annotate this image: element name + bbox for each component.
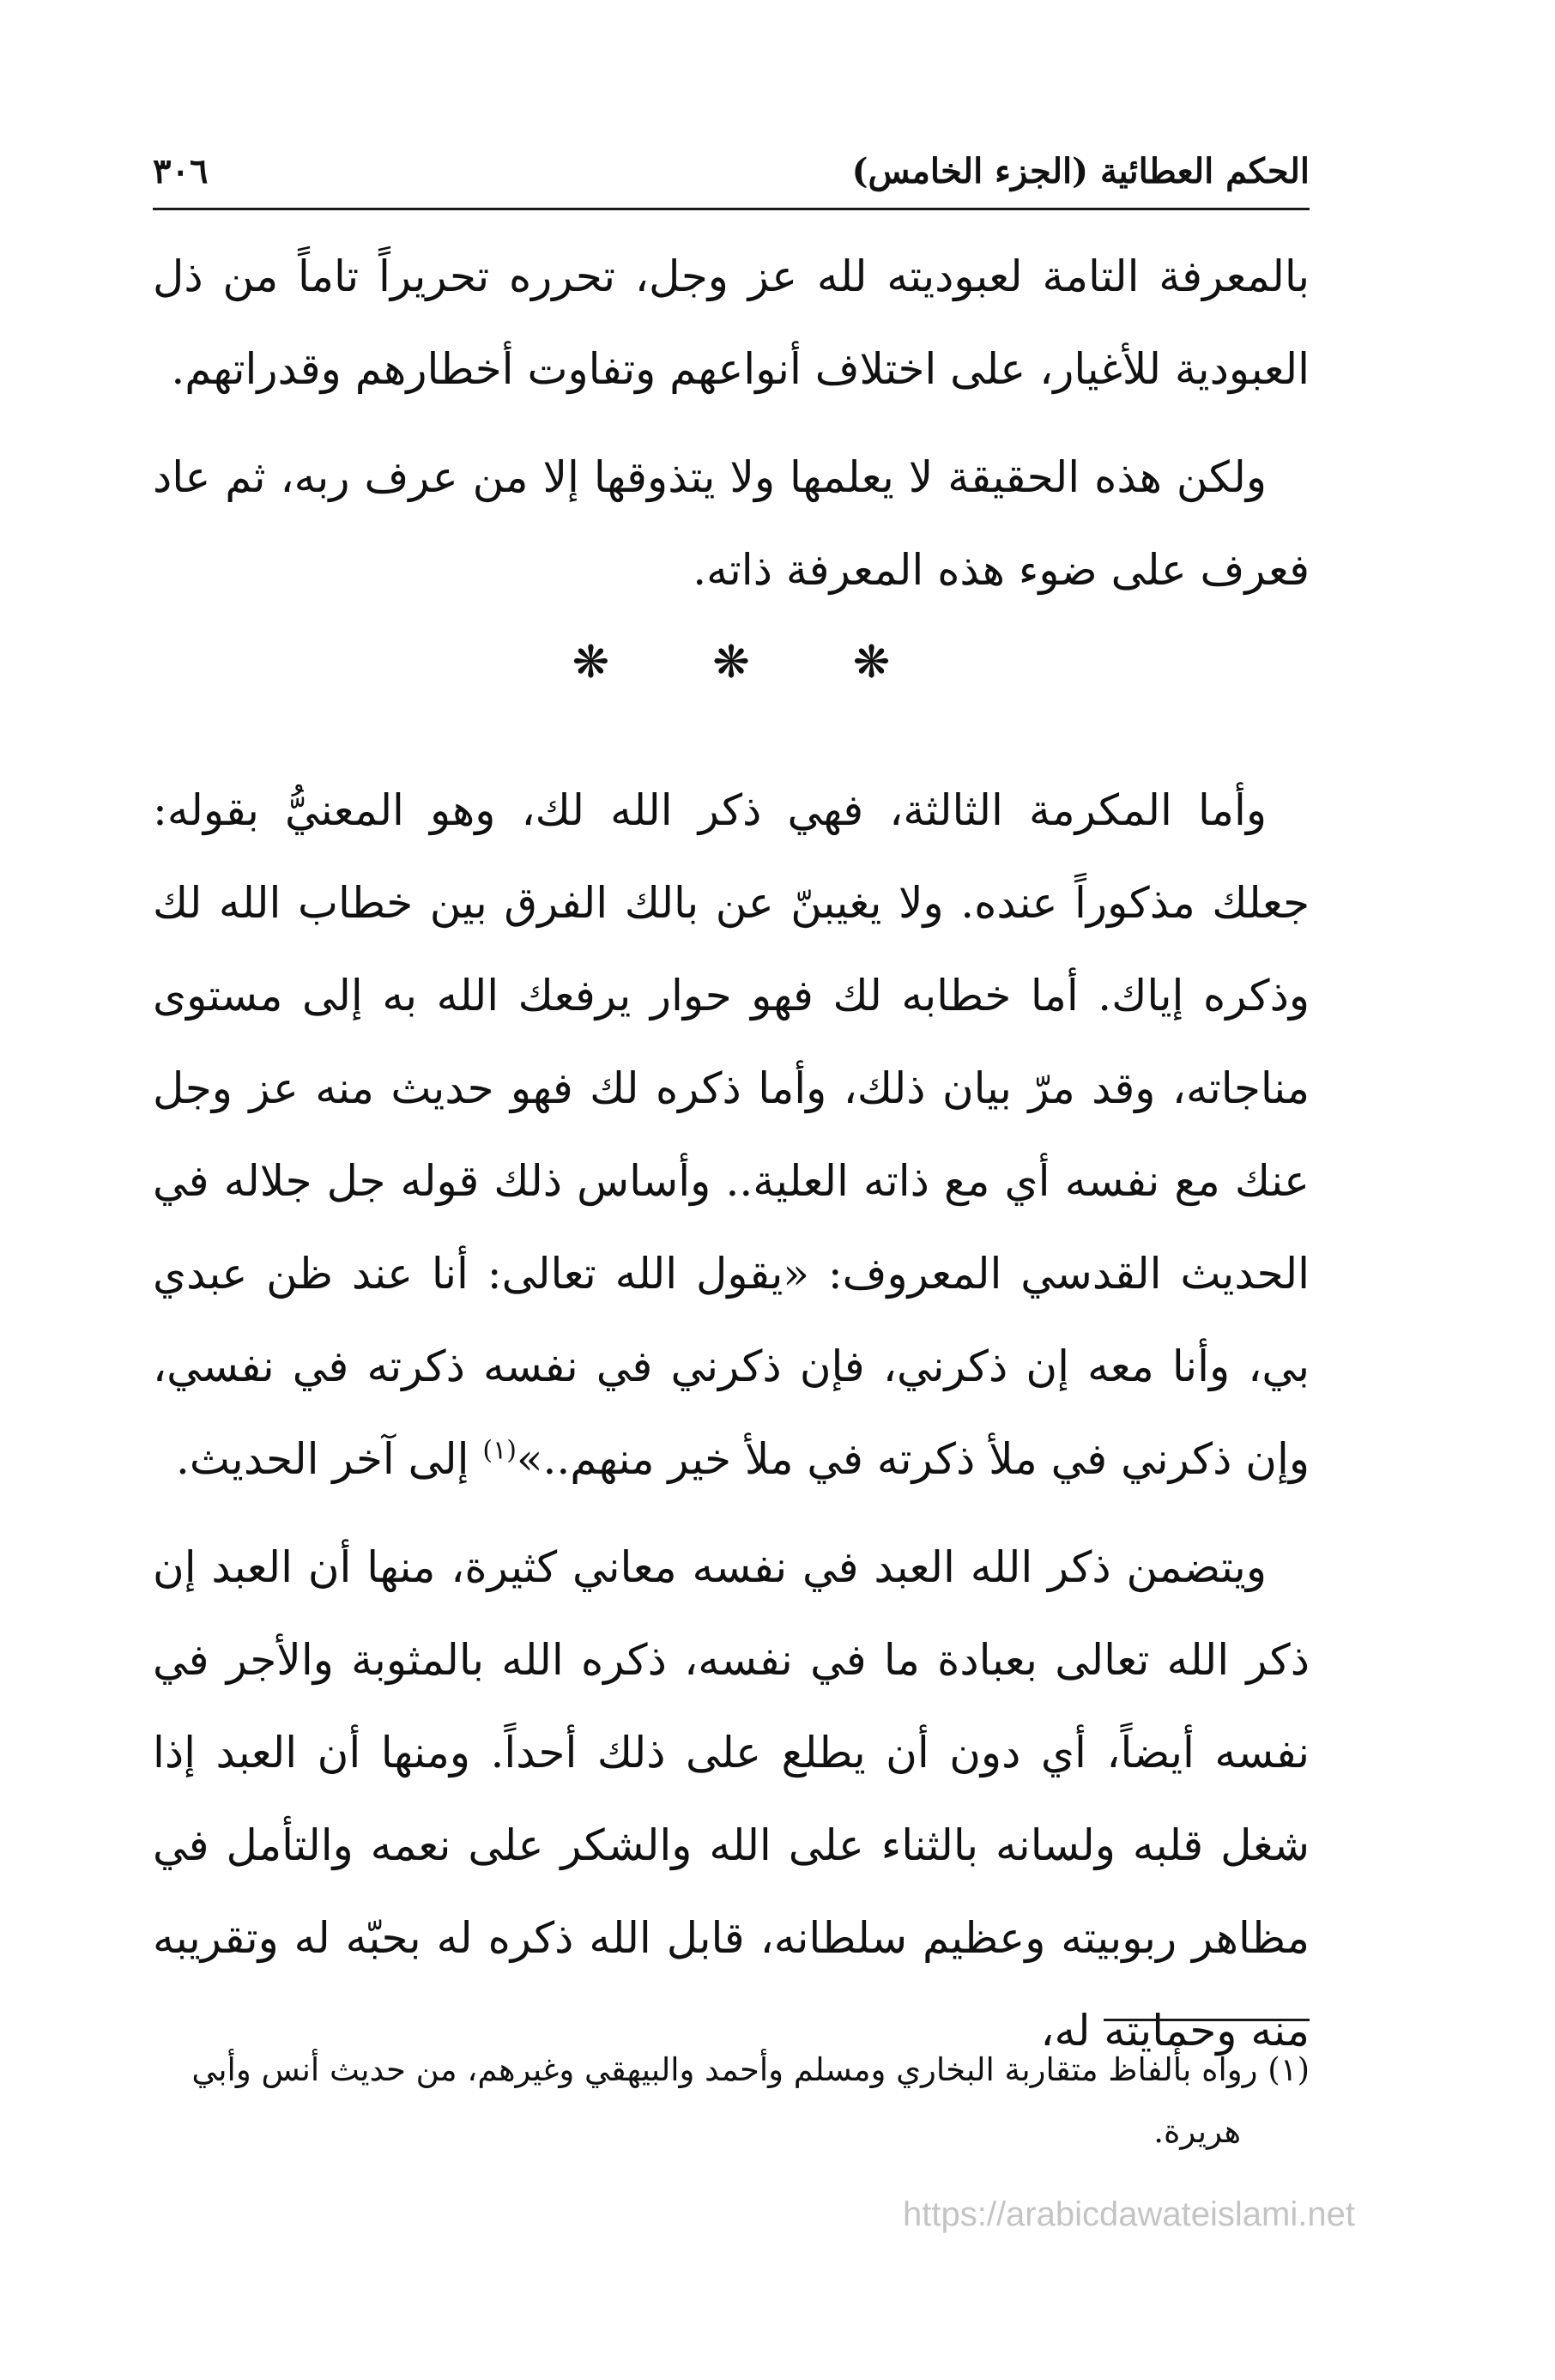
- footnote-text: (١) رواه بألفاظ متقاربة البخاري ومسلم وأحمد والبيهقي وغيرهم، من حديث أنس وأبي: [191, 2051, 1310, 2088]
- paragraph-third-honor-ending: إلى آخر الحديث.: [175, 1434, 483, 1484]
- footnote-text-continued: هريرة.: [1153, 2113, 1241, 2150]
- asterisk-icon: ❋: [712, 637, 750, 688]
- footnote: [129, 2039, 1310, 2163]
- paragraph-reality-of-knowledge: ولكن هذه الحقيقة لا يعلمها ولا يتذوقها إلا من عرف ربه، ثم عاد فعرف على ضوء هذه المعرفة ذاته.: [153, 452, 1310, 595]
- footnote-marker: (١): [482, 1435, 517, 1466]
- main-text: [153, 230, 1310, 2077]
- section-separator: [153, 616, 1310, 709]
- page-number: ٣٠٦: [153, 151, 209, 191]
- asterisk-icon: ❋: [572, 637, 610, 688]
- paragraph-continuation: بالمعرفة التامة لعبوديته لله عز وجل، تحرره تحريراً تاماً من ذل العبودية للأغيار، على اختلاف أنواعهم وتفاوت أخطارهم وقدراتهم.: [153, 251, 1310, 394]
- asterisk-icon: ❋: [852, 637, 891, 688]
- footnote-divider: [1104, 2019, 1310, 2021]
- paragraph-third-honor-text: وأما المكرمة الثالثة، فهي ذكر الله لك، وهو المعنيُّ بقوله: جعلك مذكوراً عنده. ولا يغيبنّ عن بالك الفرق بين خطاب الله لك وذكره إياك. أما خطابه لك فهو حوار يرفعك الله به إلى مستوى مناجاته، وقد مرّ بيان ذلك، وأما ذكره لك فهو حديث منه عز وجل عنك مع نفسه أي مع ذاته العلية.. وأساس ذلك قوله جل جلاله في الحديث القدسي المعروف: «يقول الله تعالى: أنا عند ظن عبدي بي، وأنا معه إن ذكرني، فإن ذكرني في نفسه ذكرته في نفسي، وإن ذكرني في ملأ ذكرته في ملأ خير منهم..»: [153, 785, 1310, 1484]
- running-title: الحكم العطائية (الجزء الخامس): [851, 151, 1310, 191]
- running-header: [153, 144, 1310, 210]
- watermark-url: https://arabicdawateislami.net: [903, 2195, 1355, 2233]
- paragraph-meanings-of-remembrance: ويتضمن ذكر الله العبد في نفسه معاني كثيرة، منها أن العبد إن ذكر الله تعالى بعبادة ما في نفسه، ذكره الله بالمثوبة والأجر في نفسه أيضاً، أي دون أن يطلع على ذلك أحداً. ومنها أن العبد إذا شغل قلبه ولسانه بالثناء على الله والشكر على نعمه والتأمل في مظاهر ربوبيته وعظيم سلطانه، قابل الله ذكره له بحبّه له وتقريبه منه وحمايته له،: [153, 1542, 1310, 2056]
- paragraph-third-honor: [153, 764, 1310, 1505]
